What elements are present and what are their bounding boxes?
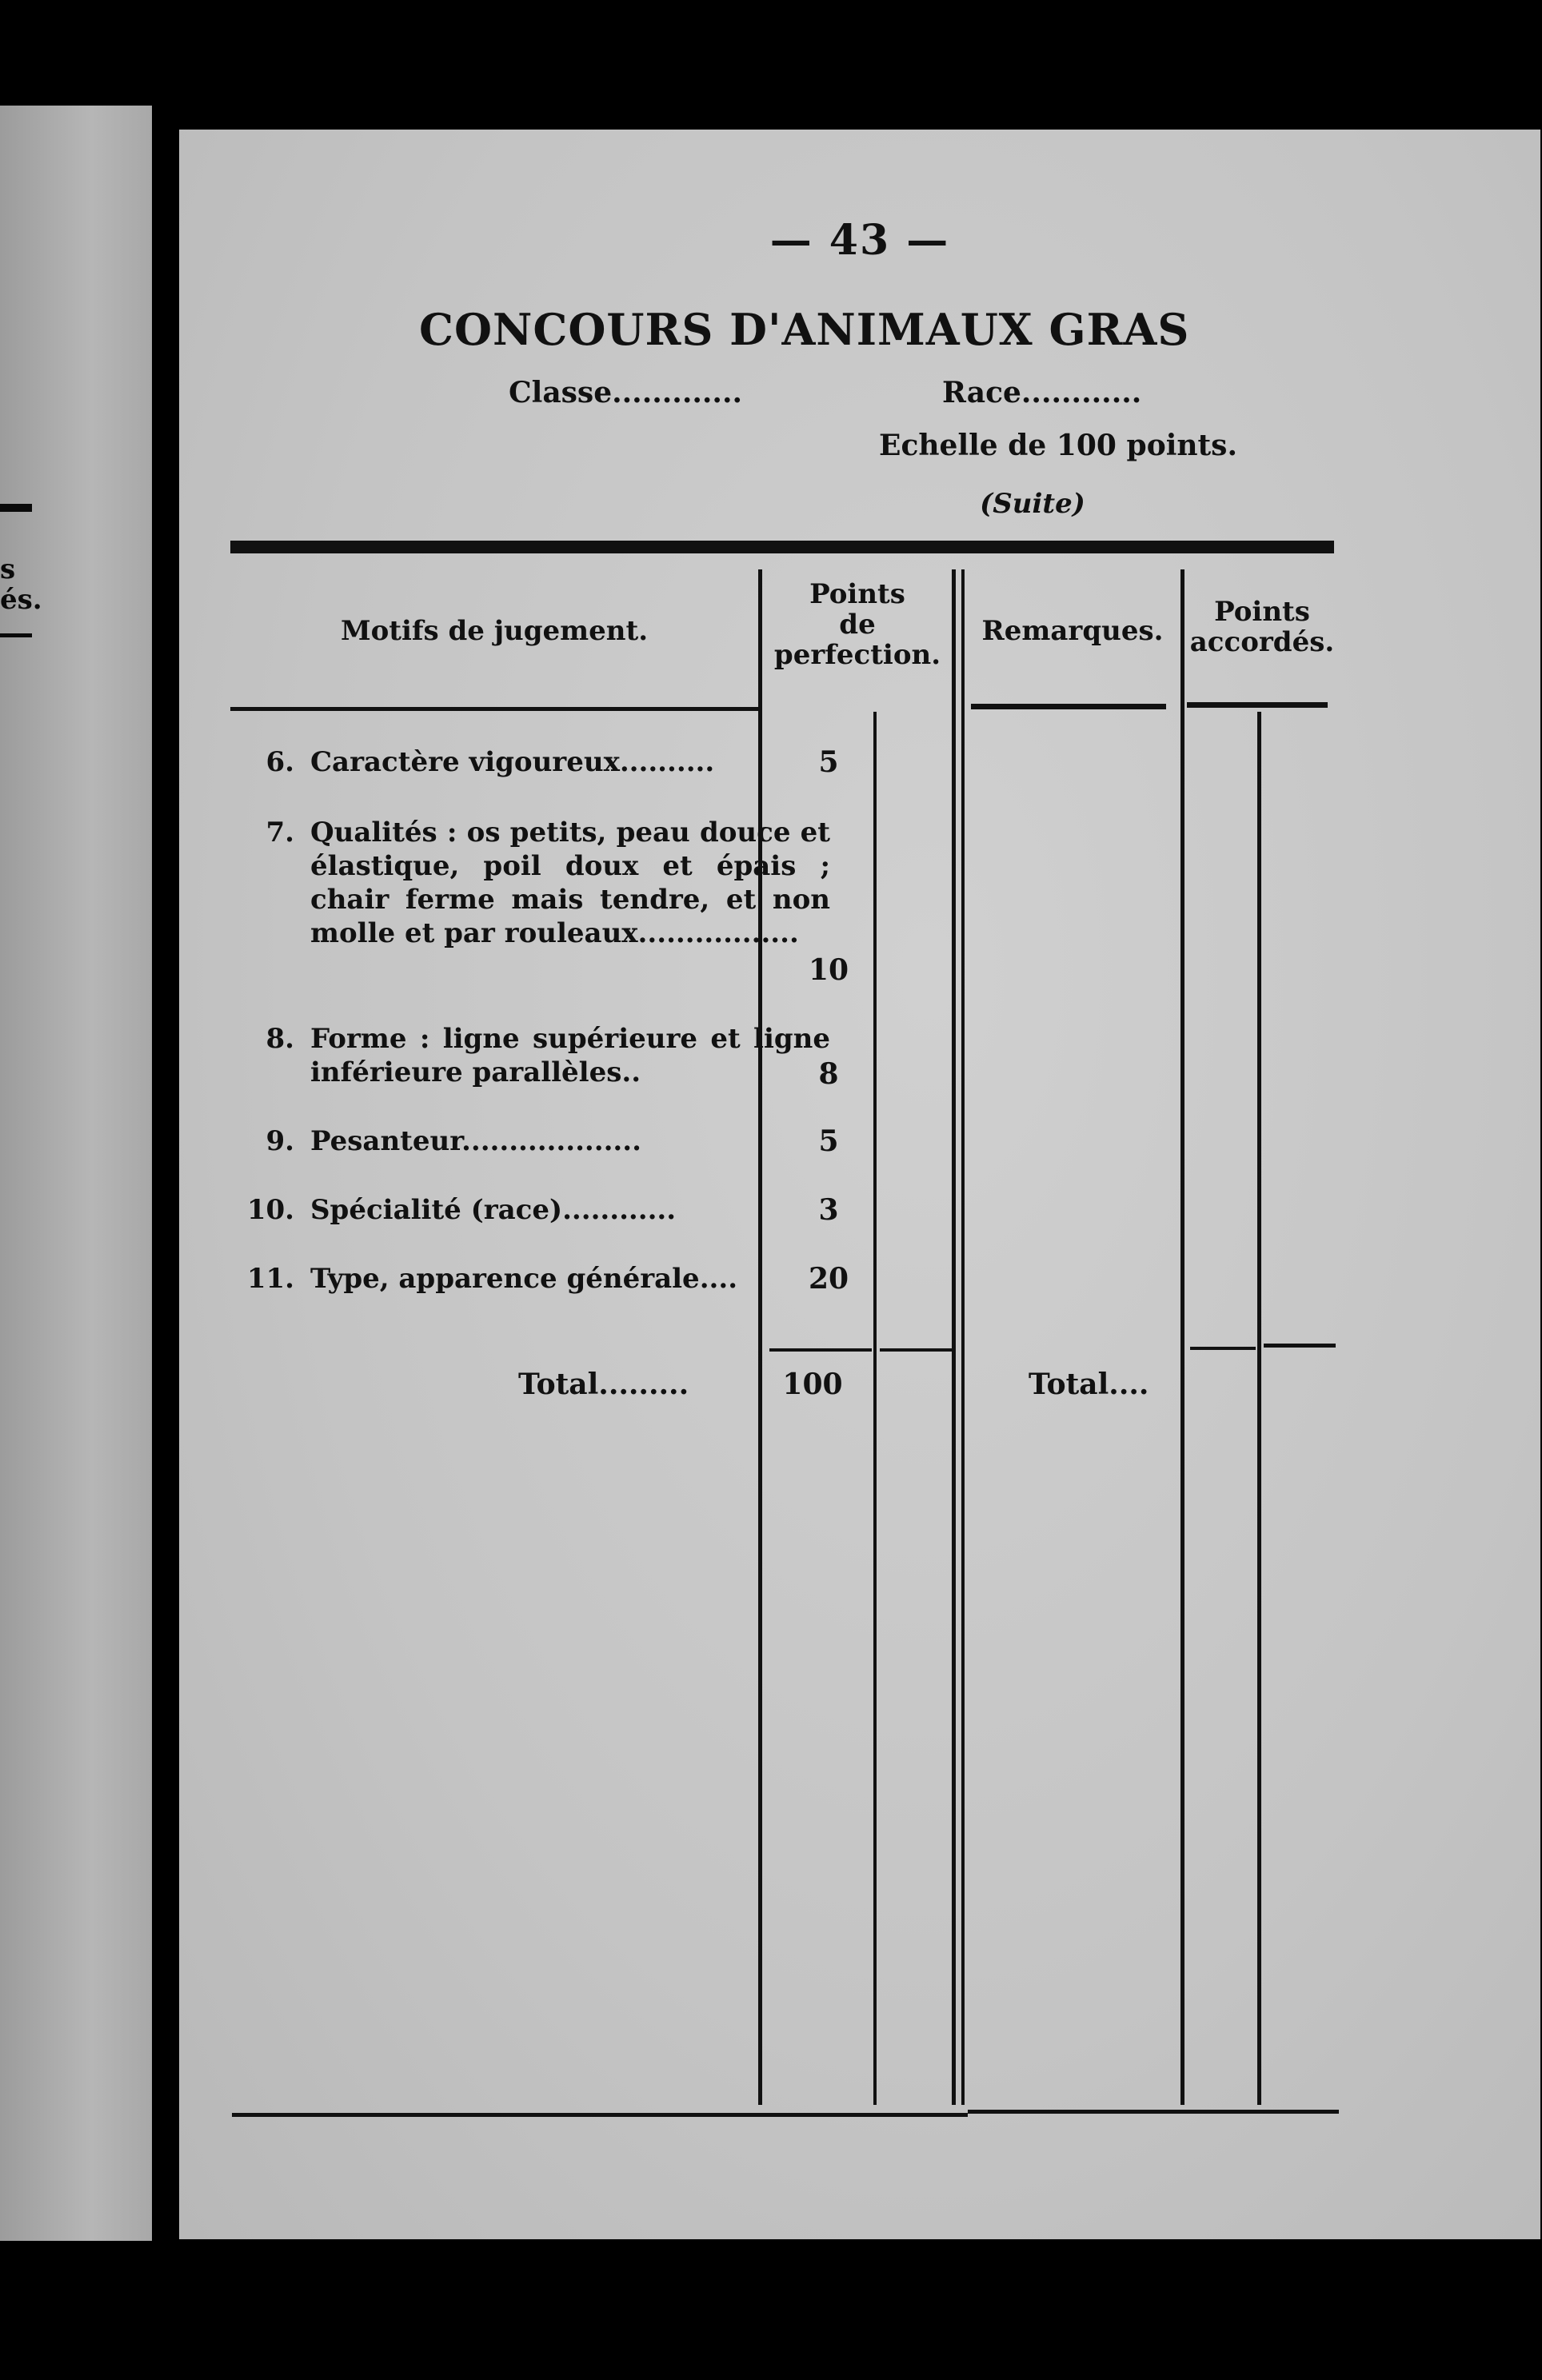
col-header-points-accordes-line1: Points <box>1214 596 1310 628</box>
row-points: 5 <box>818 1124 839 1158</box>
previous-page-edge <box>0 106 152 2241</box>
left-rule-2 <box>0 633 32 637</box>
col-header-points-perfection-line3: perfection. <box>773 639 941 671</box>
scale-subtitle: Echelle de 100 points. <box>879 429 1237 462</box>
col-header-points-perfection <box>763 579 952 670</box>
table-top-rule <box>230 541 1334 553</box>
table-bottom-rule-2 <box>968 2110 1339 2114</box>
total-rule-4 <box>1264 1344 1336 1348</box>
col-rule-5 <box>1180 569 1184 2105</box>
row-points: 5 <box>818 745 839 779</box>
classe-label: Classe............. <box>509 376 743 409</box>
left-fragment-1: s <box>0 553 16 585</box>
col-rule-4 <box>961 569 965 2105</box>
row-number: 10. <box>246 1194 294 1226</box>
row-number: 7. <box>266 817 294 849</box>
header-rule-1 <box>230 707 760 711</box>
continued-note: (Suite) <box>980 488 1085 520</box>
total-label: Total......... <box>518 1368 689 1401</box>
row-points: 3 <box>818 1193 839 1227</box>
row-text: Spécialité (race)............ <box>310 1194 677 1226</box>
col-rule-3 <box>952 569 956 2105</box>
col-header-points-accordes <box>1184 597 1340 657</box>
page-title: CONCOURS D'ANIMAUX GRAS <box>419 304 1190 355</box>
row-number: 11. <box>246 1263 294 1295</box>
row-text: Caractère vigoureux.......... <box>310 746 715 778</box>
col-header-remarques: Remarques. <box>981 615 1164 647</box>
row-number: 9. <box>266 1125 294 1157</box>
col-header-motifs: Motifs de jugement. <box>340 615 649 647</box>
total-rule-1 <box>769 1348 872 1352</box>
document-page <box>179 130 1540 2239</box>
row-text: Type, apparence générale.... <box>310 1263 738 1295</box>
col-rule-2 <box>873 712 877 2105</box>
total-points: 100 <box>782 1368 843 1401</box>
total-rule-2 <box>880 1348 953 1352</box>
total-remarques-label: Total.... <box>1029 1368 1149 1401</box>
row-text: Pesanteur................... <box>310 1125 641 1157</box>
row-number: 8. <box>266 1023 294 1055</box>
col-rule-1 <box>758 569 762 2105</box>
row-text: Forme : ligne supérieure et ligne inférieure parallèles.. <box>310 1023 830 1088</box>
header-rule-3 <box>1187 702 1328 708</box>
col-header-points-accordes-line2: accordés. <box>1189 626 1335 658</box>
row-number: 6. <box>266 746 294 778</box>
col-header-points-perfection-line1: Points <box>809 578 905 610</box>
row-text: Qualités : os petits, peau douce et élastique, poil doux et épais ; chair ferme mais tendre, et non molle et par rouleaux................. <box>310 817 830 949</box>
row-points: 20 <box>808 1262 849 1296</box>
row-points: 8 <box>818 1057 839 1091</box>
total-rule-3 <box>1190 1347 1256 1350</box>
row-points: 10 <box>808 953 849 987</box>
col-rule-6 <box>1257 712 1261 2105</box>
left-fragment-2: és. <box>0 584 42 616</box>
header-rule-2 <box>971 704 1166 709</box>
col-header-points-perfection-line2: de <box>839 609 876 641</box>
left-rule <box>0 504 32 512</box>
table-bottom-rule-1 <box>232 2113 968 2117</box>
page-number: — 43 — <box>769 216 950 265</box>
race-label: Race............ <box>942 376 1142 409</box>
